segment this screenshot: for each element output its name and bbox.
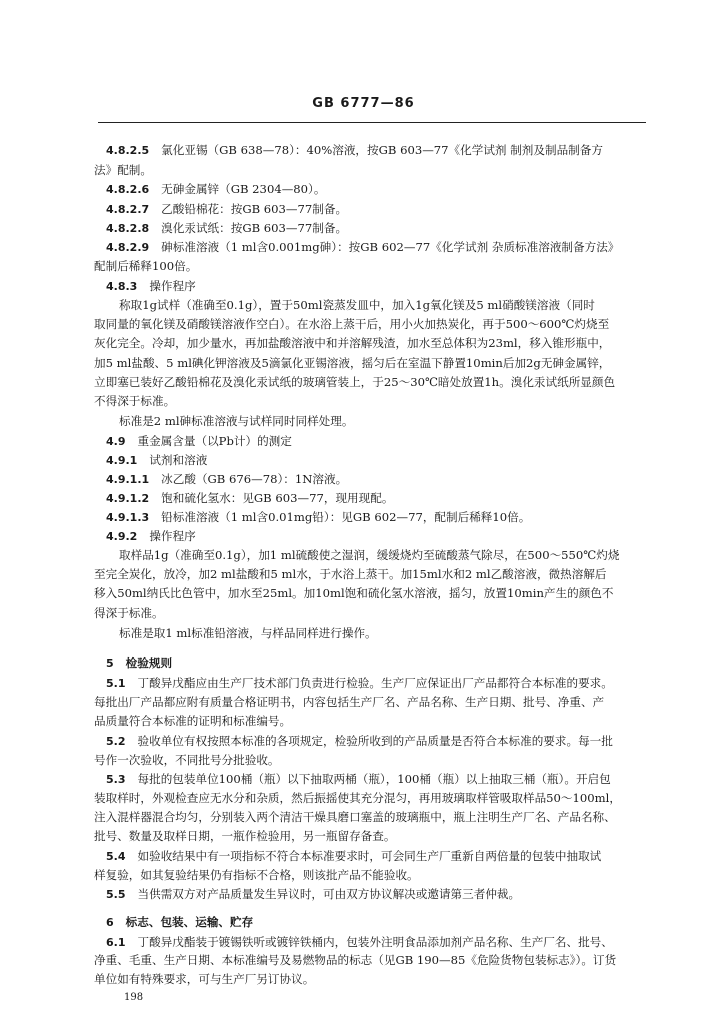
para-4-8-2-5: 4.8.2.5 氯化亚锡（GB 638—78）：40%溶液，按GB 603—77《化学试剂 制剂及制品制备方 [106,143,603,157]
para-line: 品质量符合本标准的证明和标准编号。 [94,714,292,728]
para-line: 称取1g试样（准确至0.1g），置于50ml瓷蒸发皿中，加入1g氧化镁及5 ml硝酸镁溶液（同时 [119,298,595,312]
para-line: 不得深于标准。 [94,394,176,408]
para-4-8-2-8: 4.8.2.8 溴化汞试纸：按GB 603—77制备。 [106,221,348,235]
para-line: 样复验，如其复验结果仍有指标不合格，则该批产品不能验收。 [94,868,419,882]
para-line: 净重、毛重、生产日期、本标准编号及易燃物品的标志（见GB 190—85《危险货物包装标志》）。订货 [94,953,617,967]
para-line: 注入混样器混合均匀，分别装入两个清洁干燥具磨口塞盖的玻璃瓶中，瓶上注明生产厂名、产品名称、 [94,810,616,824]
para-line: 装取样时，外观检查应无水分和杂质，然后振摇使其充分混匀，再用玻璃取样管吸取样品50～100ml， [94,791,621,805]
para-line: 标准是2 ml砷标准溶液与试样同时同样处理。 [119,414,354,428]
para-4-9-1-1: 4.9.1.1 冰乙酸（GB 676—78）：1N溶液。 [106,472,348,486]
para-line: 移入50ml纳氏比色管中，加水至25ml。加10ml饱和硫化氢水溶液，摇匀，放置10min产生的颜色不 [94,586,614,600]
para-line: 取样品1g（准确至0.1g），加1 ml硫酸使之湿润，缓缓烧灼至硫酸蒸气除尽，在500～550℃灼烧 [119,548,620,562]
para-line: 加5 ml盐酸、5 ml碘化钾溶液及5滴氯化亚锡溶液，摇匀后在室温下静置10min后加2g无砷金属锌， [94,356,611,370]
para-5-5: 5.5 当供需双方对产品质量发生异议时，可由双方协议解决或邀请第三者仲裁。 [106,887,521,901]
para-4-8-2-6: 4.8.2.6 无砷金属锌（GB 2304—80）。 [106,182,326,196]
para-5-1: 5.1 丁酸异戊酯应由生产厂技术部门负责进行检验。生产厂应保证出厂产品都符合本标准的要求。 [106,676,613,690]
para-line: 标准是取1 ml标准铅溶液，与样品同样进行操作。 [119,626,377,640]
para-4-9-1-2: 4.9.1.2 饱和硫化氢水：见GB 603—77，现用现配。 [106,491,394,505]
para-line: 取同量的氧化镁及硝酸镁溶液作空白）。在水浴上蒸干后，用小火加热炭化，再于500～600℃灼烧至 [94,317,610,331]
para-5-4: 5.4 如验收结果中有一项指标不符合本标准要求时，可会同生产厂重新自两倍量的包装中抽取试 [106,849,602,863]
section-6-heading: 6 标志、包装、运输、贮存 [106,915,254,929]
para-line: 至完全炭化，放冷，加2 ml盐酸和5 ml水，于水浴上蒸干。加15ml水和2 ml乙酸溶液，微热溶解后 [94,567,607,581]
para-4-8-2-9: 4.8.2.9 砷标准溶液（1 ml含0.001mg砷）：按GB 602—77《化学试剂 杂质标准溶液制备方法》 [106,240,620,254]
header-rule [98,122,646,123]
section-5-heading: 5 检验规则 [106,656,173,670]
para-6-1: 6.1 丁酸异戊酯装于镀锡铁听或镀锌铁桶内，包装外注明食品添加剂产品名称、生产厂名、批号、 [106,935,613,949]
para-4-8-3: 4.8.3 操作程序 [106,279,196,293]
para-line: 立即塞已装好乙酸铅棉花及溴化汞试纸的玻璃管装上，于25～30℃暗处放置1h。溴化汞试纸所显颜色 [94,375,616,389]
para-line: 单位如有特殊要求，可与生产厂另订协议。 [94,972,315,986]
para-4-9: 4.9 重金属含量（以Pb计）的测定 [106,434,292,448]
para-line: 批号、数量及取样日期，一瓶作检验用，另一瓶留存备查。 [94,829,396,843]
page-number: 198 [124,992,144,1003]
para-line: 每批出厂产品都应附有质量合格证明书，内容包括生产厂名、产品名称、生产日期、批号、净重、产 [94,695,605,709]
para-line: 配制后稀释100倍。 [94,259,198,273]
page-header: GB 6777—86 [312,96,415,111]
para-5-2: 5.2 验收单位有权按照本标准的各项规定，检验所收到的产品质量是否符合本标准的要求。每一批 [106,734,613,748]
para-4-9-2: 4.9.2 操作程序 [106,529,196,543]
para-4-9-1-3: 4.9.1.3 铅标准溶液（1 ml含0.01mg铅）：见GB 602—77，配制后稀释10倍。 [106,510,531,524]
para-4-8-2-7: 4.8.2.7 乙酸铅棉花：按GB 603—77制备。 [106,202,348,216]
para-line: 灰化完全。冷却，加少量水，再加盐酸溶液中和并溶解残渣，加水至总体积为23ml，移入锥形瓶中， [94,336,611,350]
para-line: 法》配制。 [94,163,152,177]
para-line: 号作一次验收，不同批号分批验收。 [94,753,280,767]
para-line: 得深于标准。 [94,606,164,620]
para-4-9-1: 4.9.1 试剂和溶液 [106,453,208,467]
para-5-3: 5.3 每批的包装单位100桶（瓶）以下抽取两桶（瓶），100桶（瓶）以上抽取三桶（瓶）。开启包 [106,772,611,786]
